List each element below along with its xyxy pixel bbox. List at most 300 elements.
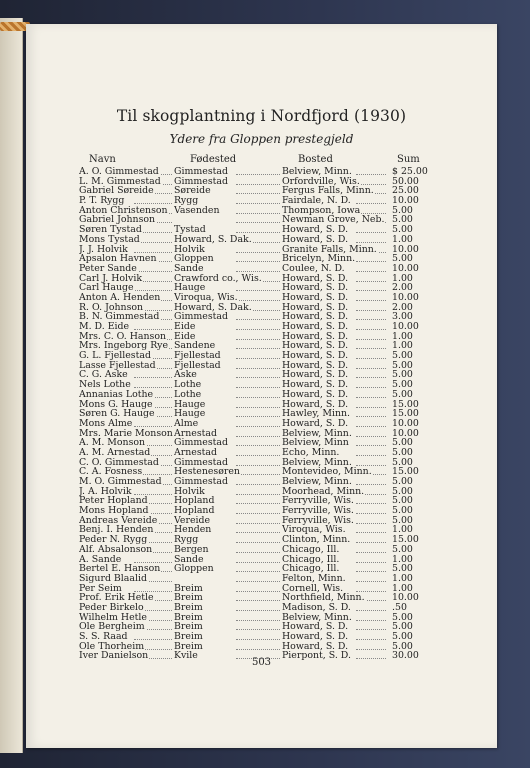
book-page bbox=[26, 24, 497, 748]
leader-dots bbox=[356, 242, 386, 243]
donor-name: Carl J. Holvik bbox=[79, 273, 143, 284]
donor-name: Per Seim bbox=[79, 583, 122, 594]
donor-residence: Howard, S. D. bbox=[282, 322, 349, 332]
leader-dots bbox=[356, 300, 386, 301]
page-number: 503 bbox=[251, 657, 272, 668]
leader-dots bbox=[236, 368, 280, 369]
leader-dots bbox=[236, 213, 280, 214]
donor-amount: 1.00 bbox=[392, 272, 413, 284]
leader-dots bbox=[356, 232, 386, 233]
leader-dots bbox=[134, 290, 172, 291]
list-item bbox=[26, 448, 497, 458]
leader-dots bbox=[236, 474, 280, 475]
donor-list bbox=[26, 167, 497, 661]
leader-dots bbox=[134, 329, 172, 330]
donor-amount: 5.00 bbox=[392, 446, 413, 458]
leader-dots bbox=[236, 271, 280, 272]
donor-amount: 2.00 bbox=[392, 282, 413, 294]
donor-name: B. N. Gimmestad bbox=[79, 312, 160, 323]
donor-name: M. O. Gimmestad bbox=[79, 477, 162, 487]
list-item bbox=[26, 283, 497, 293]
donor-residence: Howard, S. D. bbox=[282, 273, 349, 284]
donor-birthplace: Hauge bbox=[174, 283, 206, 293]
leader-dots bbox=[356, 620, 386, 621]
donor-name: Søren G. Hauge bbox=[79, 409, 155, 419]
donor-amount: 2.00 bbox=[392, 301, 413, 313]
leader-dots bbox=[134, 377, 172, 378]
donor-residence: Howard, S. D. bbox=[282, 234, 349, 245]
leader-dots bbox=[236, 513, 280, 514]
list-item bbox=[26, 390, 497, 400]
donor-name: Peter Hopland bbox=[79, 496, 148, 507]
leader-dots bbox=[356, 532, 386, 533]
leader-dots bbox=[236, 397, 280, 398]
donor-amount: 10.00 bbox=[392, 195, 419, 207]
donor-name: Benj. I. Henden bbox=[79, 525, 154, 536]
leader-dots bbox=[236, 319, 280, 320]
donor-amount: 5.00 bbox=[392, 224, 413, 236]
donor-residence: Northfield, Minn. bbox=[282, 593, 365, 603]
donor-birthplace: Gloppen bbox=[174, 254, 214, 264]
donor-birthplace: Breim bbox=[174, 602, 203, 613]
donor-residence: Howard, S. D. bbox=[282, 632, 349, 642]
donor-amount: 5.00 bbox=[392, 563, 413, 575]
list-item bbox=[26, 525, 497, 535]
donor-birthplace: Bergen bbox=[174, 544, 209, 555]
donor-amount: 5.00 bbox=[392, 505, 413, 517]
leader-dots bbox=[236, 329, 280, 330]
donor-birthplace: Arnestad bbox=[174, 428, 218, 439]
donor-name: Ole Thorheim bbox=[79, 641, 145, 652]
donor-birthplace: Aske bbox=[174, 370, 197, 381]
leader-dots bbox=[236, 562, 280, 563]
donor-amount: 5.00 bbox=[392, 388, 413, 400]
leader-dots bbox=[236, 494, 280, 495]
donor-birthplace: Rygg bbox=[174, 196, 199, 206]
donor-residence: Howard, S. D. bbox=[282, 380, 349, 390]
donor-residence: Madison, S. D. bbox=[282, 602, 351, 613]
list-item bbox=[26, 487, 497, 497]
donor-name: A. Sande bbox=[79, 554, 122, 565]
donor-birthplace: Henden bbox=[174, 525, 212, 536]
donor-name: A. O. Gimmestad bbox=[79, 167, 159, 177]
donor-residence: Newman Grove, Neb. bbox=[282, 215, 385, 226]
donor-birthplace: Eide bbox=[174, 331, 196, 342]
donor-residence: Belview, Minn. bbox=[282, 612, 352, 623]
donor-amount: 10.00 bbox=[392, 592, 419, 604]
donor-name: Bertel E. Hanson bbox=[79, 564, 161, 574]
donor-residence: Chicago, Ill. bbox=[282, 544, 340, 555]
leader-dots bbox=[356, 281, 386, 282]
leader-dots bbox=[236, 552, 280, 553]
leader-dots bbox=[356, 513, 386, 514]
donor-name: Andreas Vereide bbox=[79, 515, 158, 526]
donor-residence: Ferryville, Wis. bbox=[282, 496, 354, 507]
donor-name: Mrs. C. O. Hanson bbox=[79, 331, 167, 342]
leader-dots bbox=[356, 591, 386, 592]
donor-amount: 5.00 bbox=[392, 621, 413, 633]
donor-amount: 1.00 bbox=[392, 524, 413, 536]
leader-dots bbox=[236, 222, 280, 223]
page-title: Til skogplantning i Nordfjord (1930) bbox=[116, 107, 407, 125]
donor-name: Carl Hauge bbox=[79, 283, 134, 293]
leader-dots bbox=[236, 416, 280, 417]
donor-amount: 5.00 bbox=[392, 485, 413, 497]
donor-residence: Howard, S. D. bbox=[282, 302, 349, 313]
donor-amount: 5.00 bbox=[392, 476, 413, 487]
leader-dots bbox=[356, 203, 386, 204]
leader-dots bbox=[236, 203, 280, 204]
donor-name: J. A. Holvik bbox=[79, 486, 132, 497]
donor-birthplace: Breim bbox=[174, 583, 203, 594]
donor-residence: Howard, S. D. bbox=[282, 341, 349, 352]
leader-dots bbox=[236, 407, 280, 408]
leader-dots bbox=[356, 562, 386, 563]
leader-dots bbox=[134, 387, 172, 388]
donor-residence: Ferryville, Wis. bbox=[282, 506, 354, 516]
donor-amount: 1.00 bbox=[392, 572, 413, 584]
list-item bbox=[26, 419, 497, 429]
donor-residence: Howard, S. D. bbox=[282, 292, 349, 303]
donor-residence: Granite Falls, Minn. bbox=[282, 244, 377, 255]
leader-dots bbox=[134, 591, 172, 592]
donor-name: Peder Birkelo bbox=[79, 602, 144, 613]
donor-residence: Howard, S. D. bbox=[282, 399, 349, 410]
list-item bbox=[26, 632, 497, 642]
donor-birthplace: Alme bbox=[174, 418, 199, 429]
donor-birthplace: Breim bbox=[174, 622, 203, 633]
leader-dots bbox=[236, 532, 280, 533]
list-item bbox=[26, 438, 497, 448]
leader-dots bbox=[236, 436, 280, 437]
leader-dots bbox=[236, 174, 280, 175]
list-item bbox=[26, 642, 497, 652]
leader-dots bbox=[356, 484, 386, 485]
donor-amount: 50.00 bbox=[392, 175, 419, 187]
donor-amount: $ 25.00 bbox=[392, 166, 428, 177]
leader-dots bbox=[356, 387, 386, 388]
leader-dots bbox=[236, 445, 280, 446]
donor-residence: Montevideo, Minn. bbox=[282, 467, 372, 478]
donor-amount: 5.00 bbox=[392, 369, 413, 381]
leader-dots bbox=[236, 542, 280, 543]
donor-birthplace: Gimmestad bbox=[174, 457, 228, 468]
donor-birthplace: Lothe bbox=[174, 380, 202, 390]
donor-amount: 5.00 bbox=[392, 543, 413, 555]
leader-dots bbox=[236, 193, 280, 194]
leader-dots bbox=[356, 571, 386, 572]
donor-residence: Felton, Minn. bbox=[282, 573, 346, 584]
list-item bbox=[26, 545, 497, 555]
donor-amount: 1.00 bbox=[392, 582, 413, 594]
leader-dots bbox=[236, 629, 280, 630]
list-item bbox=[26, 370, 497, 380]
donor-name: C. A. Fosness bbox=[79, 467, 143, 478]
list-item bbox=[26, 264, 497, 274]
donor-residence: Howard, S. D. bbox=[282, 389, 349, 400]
donor-birthplace: Gimmestad bbox=[174, 312, 228, 323]
leader-dots bbox=[356, 377, 386, 378]
list-item bbox=[26, 400, 497, 410]
donor-birthplace: Breim bbox=[174, 641, 203, 652]
leader-dots bbox=[236, 426, 280, 427]
leader-dots bbox=[356, 581, 386, 582]
donor-residence: Belview, Minn. bbox=[282, 457, 352, 468]
donor-name: Lasse Fjellestad bbox=[79, 360, 156, 371]
donor-residence: Howard, S. D. bbox=[282, 360, 349, 371]
donor-residence: Howard, S. D. bbox=[282, 312, 349, 323]
donor-birthplace: Kvile bbox=[174, 651, 198, 662]
donor-birthplace: Gimmestad bbox=[174, 176, 228, 187]
leader-dots bbox=[356, 436, 386, 437]
donor-amount: 5.00 bbox=[392, 631, 413, 642]
donor-amount: 5.00 bbox=[392, 214, 413, 226]
list-item bbox=[26, 496, 497, 506]
leader-dots bbox=[356, 397, 386, 398]
donor-birthplace: Sande bbox=[174, 554, 204, 565]
donor-name: Sigurd Blaalid bbox=[79, 573, 147, 584]
donor-name: Prof. Erik Hetle bbox=[79, 593, 154, 603]
list-item bbox=[26, 516, 497, 526]
list-item bbox=[26, 535, 497, 545]
donor-residence: Fairdale, N. D. bbox=[282, 196, 351, 206]
list-item bbox=[26, 603, 497, 613]
list-item bbox=[26, 177, 497, 187]
donor-residence: Viroqua, Wis. bbox=[282, 525, 346, 536]
leader-dots bbox=[236, 261, 280, 262]
donor-name: Gabriel Søreide bbox=[79, 186, 154, 197]
header-birthplace: Fødested bbox=[190, 154, 237, 165]
donor-birthplace: Gloppen bbox=[174, 564, 214, 574]
donor-residence: Clinton, Minn. bbox=[282, 535, 351, 545]
donor-amount: 5.00 bbox=[392, 456, 413, 468]
list-item bbox=[26, 622, 497, 632]
leader-dots bbox=[356, 368, 386, 369]
donor-birthplace: Howard, S. Dak. bbox=[174, 234, 252, 245]
donor-birthplace: Breim bbox=[174, 632, 203, 642]
list-item bbox=[26, 332, 497, 342]
donor-amount: 5.00 bbox=[392, 204, 413, 216]
list-item bbox=[26, 254, 497, 264]
list-item bbox=[26, 564, 497, 574]
donor-name: Mons Hopland bbox=[79, 506, 149, 516]
donor-birthplace: Hestenesøren bbox=[174, 467, 240, 478]
leader-dots bbox=[236, 484, 280, 485]
donor-amount: 15.00 bbox=[392, 534, 419, 546]
donor-birthplace: Eide bbox=[174, 322, 196, 332]
leader-dots bbox=[356, 358, 386, 359]
leader-dots bbox=[236, 639, 280, 640]
list-item bbox=[26, 235, 497, 245]
donor-name: Ole Bergheim bbox=[79, 622, 145, 633]
donor-name: M. D. Eide bbox=[79, 322, 130, 332]
donor-residence: Howard, S. D. bbox=[282, 622, 349, 633]
leader-dots bbox=[236, 591, 280, 592]
leader-dots bbox=[356, 348, 386, 349]
leader-dots bbox=[356, 416, 386, 417]
donor-name: P. T. Rygg bbox=[79, 196, 125, 206]
list-item bbox=[26, 584, 497, 594]
leader-dots bbox=[134, 252, 172, 253]
donor-name: Søren Tystad bbox=[79, 225, 142, 235]
donor-name: Mons Tystad bbox=[79, 234, 140, 245]
donor-name: Peter Sande bbox=[79, 263, 137, 274]
leader-dots bbox=[356, 610, 386, 611]
leader-dots bbox=[356, 649, 386, 650]
leader-dots bbox=[236, 465, 280, 466]
list-item bbox=[26, 206, 497, 216]
list-item bbox=[26, 506, 497, 516]
donor-birthplace: Gimmestad bbox=[174, 438, 228, 448]
donor-amount: 30.00 bbox=[392, 650, 419, 662]
donor-name: Mons G. Hauge bbox=[79, 399, 153, 410]
donor-name: Anton Christenson bbox=[79, 205, 168, 216]
donor-birthplace: Holvik bbox=[174, 244, 205, 255]
donor-residence: Thompson, Iowa bbox=[282, 205, 361, 216]
donor-name: A. M. Monson bbox=[79, 438, 146, 448]
donor-name: Mons Alme bbox=[79, 418, 133, 429]
list-item bbox=[26, 555, 497, 565]
donor-birthplace: Vereide bbox=[174, 515, 211, 526]
donor-amount: .50 bbox=[392, 601, 407, 613]
donor-amount: 5.00 bbox=[392, 350, 413, 362]
donor-residence: Orfordville, Wis. bbox=[282, 176, 360, 187]
donor-birthplace: Holvik bbox=[174, 486, 205, 497]
leader-dots bbox=[356, 271, 386, 272]
list-item bbox=[26, 409, 497, 419]
donor-amount: 5.00 bbox=[392, 379, 413, 391]
donor-name: S. S. Raad bbox=[79, 632, 128, 642]
leader-dots bbox=[356, 523, 386, 524]
donor-residence: Howard, S. D. bbox=[282, 283, 349, 293]
leader-dots bbox=[356, 445, 386, 446]
list-item bbox=[26, 215, 497, 225]
donor-birthplace: Hauge bbox=[174, 409, 206, 419]
donor-amount: 1.00 bbox=[392, 553, 413, 565]
donor-residence: Belview, Minn. bbox=[282, 477, 352, 487]
donor-birthplace: Hopland bbox=[174, 496, 215, 507]
leader-dots bbox=[134, 494, 172, 495]
donor-birthplace: Arnestad bbox=[174, 447, 218, 458]
leader-dots bbox=[236, 387, 280, 388]
donor-name: R. O. Johnson bbox=[79, 302, 144, 313]
leader-dots bbox=[356, 174, 386, 175]
list-item bbox=[26, 196, 497, 206]
list-item bbox=[26, 458, 497, 468]
leader-dots bbox=[236, 358, 280, 359]
leader-dots bbox=[356, 407, 386, 408]
leader-dots bbox=[134, 639, 172, 640]
leader-dots bbox=[236, 649, 280, 650]
leader-dots bbox=[356, 339, 386, 340]
donor-residence: Howard, S. D. bbox=[282, 370, 349, 381]
donor-birthplace: Howard, S. Dak. bbox=[174, 302, 252, 313]
leader-dots bbox=[356, 629, 386, 630]
page-subtitle: Ydere fra Gloppen prestegjeld bbox=[169, 132, 354, 146]
leader-dots bbox=[236, 455, 280, 456]
donor-name: Iver Danielson bbox=[79, 651, 149, 662]
leader-dots bbox=[236, 290, 280, 291]
leader-dots bbox=[236, 571, 280, 572]
donor-residence: Coulee, N. D. bbox=[282, 263, 345, 274]
donor-birthplace: Søreide bbox=[174, 186, 211, 197]
donor-residence: Belview, Minn. bbox=[282, 428, 352, 439]
donor-name: Mrs. Ingeborg Rye bbox=[79, 341, 168, 352]
donor-amount: 5.00 bbox=[392, 253, 413, 265]
donor-residence: Howard, S. D. bbox=[282, 331, 349, 342]
donor-name: L. M. Gimmestad bbox=[79, 176, 161, 187]
donor-amount: 10.00 bbox=[392, 417, 419, 429]
donor-amount: 5.00 bbox=[392, 640, 413, 652]
donor-amount: 5.00 bbox=[392, 514, 413, 526]
donor-birthplace: Hopland bbox=[174, 506, 215, 516]
list-item bbox=[26, 322, 497, 332]
leader-dots bbox=[356, 319, 386, 320]
donor-birthplace: Gimmestad bbox=[174, 477, 228, 487]
donor-birthplace: Breim bbox=[174, 593, 203, 603]
header-sum: Sum bbox=[397, 154, 420, 165]
list-item bbox=[26, 274, 497, 284]
donor-birthplace: Fjellestad bbox=[174, 351, 221, 361]
leader-dots bbox=[356, 542, 386, 543]
donor-name: Annanias Lothe bbox=[79, 389, 154, 400]
leader-dots bbox=[356, 455, 386, 456]
leader-dots bbox=[236, 610, 280, 611]
donor-amount: 1.00 bbox=[392, 340, 413, 352]
donor-name: C. O. Gimmestad bbox=[79, 457, 159, 468]
donor-residence: Howard, S. D. bbox=[282, 225, 349, 235]
donor-birthplace: Vasenden bbox=[174, 205, 220, 216]
leader-dots bbox=[134, 271, 172, 272]
leader-dots bbox=[356, 639, 386, 640]
donor-name: Peder N. Rygg bbox=[79, 535, 148, 545]
donor-birthplace: Crawford co., Wis. bbox=[174, 273, 262, 284]
donor-birthplace: Sandene bbox=[174, 341, 216, 352]
donor-amount: 3.00 bbox=[392, 311, 413, 323]
list-item bbox=[26, 361, 497, 371]
list-item bbox=[26, 186, 497, 196]
donor-name: Mrs. Marie Monson bbox=[79, 428, 173, 439]
leader-dots bbox=[236, 600, 280, 601]
list-item bbox=[26, 477, 497, 487]
leader-dots bbox=[236, 339, 280, 340]
donor-name: Apsalon Havnen bbox=[79, 254, 157, 264]
leader-dots bbox=[134, 426, 172, 427]
header-name: Navn bbox=[89, 154, 116, 165]
list-item bbox=[26, 245, 497, 255]
donor-amount: 15.00 bbox=[392, 398, 419, 410]
list-item bbox=[26, 613, 497, 623]
donor-amount: 15.00 bbox=[392, 408, 419, 420]
donor-residence: Chicago, Ill. bbox=[282, 564, 340, 574]
leader-dots bbox=[236, 252, 280, 253]
list-item bbox=[26, 225, 497, 235]
left-page-edge bbox=[0, 18, 23, 753]
list-item bbox=[26, 312, 497, 322]
donor-amount: 25.00 bbox=[392, 185, 419, 197]
donor-name: Nels Lothe bbox=[79, 380, 131, 390]
donor-amount: 5.00 bbox=[392, 495, 413, 507]
donor-residence: Chicago, Ill. bbox=[282, 554, 340, 565]
donor-amount: 10.00 bbox=[392, 291, 419, 303]
leader-dots bbox=[356, 290, 386, 291]
leader-dots bbox=[236, 300, 280, 301]
donor-name: Anton A. Henden bbox=[79, 292, 161, 303]
donor-name: J. J. Holvik bbox=[79, 244, 128, 255]
list-item bbox=[26, 593, 497, 603]
leader-dots bbox=[356, 465, 386, 466]
donor-name: Gabriel Johnson bbox=[79, 215, 156, 226]
